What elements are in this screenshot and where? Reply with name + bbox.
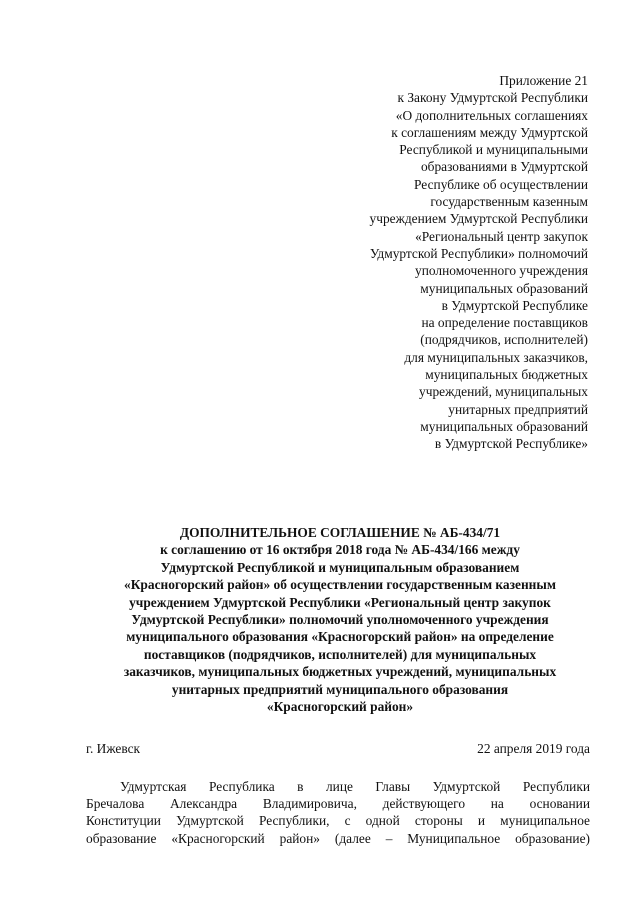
- appendix-line: муниципальных бюджетных: [425, 367, 588, 383]
- title-line: ДОПОЛНИТЕЛЬНОЕ СОГЛАШЕНИЕ № АБ-434/71: [179, 525, 501, 540]
- appendix-line: учреждений, муниципальных: [419, 384, 588, 400]
- appendix-line: для муниципальных заказчиков,: [404, 349, 588, 365]
- date-text: 22 апреля 2019 года: [477, 741, 590, 756]
- appendix-line: образованиями в Удмуртской: [420, 159, 588, 175]
- body-line: образование «Красногорский район» (далее – Муниципальное образование): [86, 830, 590, 846]
- appendix-line: учреждением Удмуртской Республики: [369, 211, 588, 227]
- appendix-line: Республике об осуществлении: [414, 176, 588, 192]
- appendix-line: (подрядчиков, исполнителей): [420, 332, 588, 348]
- title-line: «Красногорский район»: [266, 699, 414, 715]
- title-line: учреждением Удмуртской Республики «Региональный центр закупок: [129, 594, 551, 610]
- appendix-line: в Удмуртской Республике: [441, 297, 588, 313]
- title-line: муниципального образования «Красногорский район» на определение: [126, 629, 554, 645]
- title-line: Удмуртской Республики» полномочий уполномоченного учреждения: [131, 612, 549, 628]
- title-line: заказчиков, муниципальных бюджетных учреждений, муниципальных: [123, 664, 557, 680]
- title-line: к соглашению от 16 октября 2018 года № АБ-434/166 между: [160, 542, 520, 558]
- appendix-line: государственным казенным: [430, 194, 588, 210]
- appendix-line: унитарных предприятий: [448, 401, 588, 417]
- body-line: Конституции Удмуртской Республики, с одной стороны и муниципальное: [86, 813, 590, 829]
- appendix-line: Приложение 21: [499, 73, 588, 88]
- body-line: Удмуртская Республика в лице Главы Удмуртской Республики: [120, 779, 590, 794]
- title-line: Удмуртской Республикой и муниципальным образованием: [160, 559, 520, 575]
- body-paragraph: [86, 778, 590, 847]
- title-line: «Красногорский район» об осуществлении государственным казенным: [124, 577, 556, 593]
- agreement-title: [60, 524, 620, 715]
- title-line: поставщиков (подрядчиков, исполнителей) для муниципальных: [143, 646, 537, 662]
- appendix-line: на определение поставщиков: [421, 315, 588, 331]
- appendix-line: в Удмуртской Республике»: [434, 436, 588, 452]
- body-line: Бречалова Александра Владимировича, действующего на основании: [86, 796, 590, 812]
- appendix-line: муниципальных образований: [420, 280, 588, 296]
- title-line: унитарных предприятий муниципального образования: [171, 681, 509, 697]
- appendix-line: к Закону Удмуртской Республики: [397, 90, 588, 106]
- place-text: г. Ижевск: [86, 741, 141, 756]
- appendix-header: [258, 72, 588, 453]
- appendix-line: Республикой и муниципальными: [399, 142, 588, 158]
- appendix-line: «О дополнительных соглашениях: [395, 107, 588, 123]
- appendix-line: «Региональный центр закупок: [415, 228, 588, 244]
- appendix-line: уполномоченного учреждения: [415, 263, 588, 279]
- appendix-line: муниципальных образований: [420, 418, 588, 434]
- appendix-line: к соглашениям между Удмуртской: [391, 124, 588, 140]
- appendix-line: Удмуртской Республики» полномочий: [369, 245, 588, 261]
